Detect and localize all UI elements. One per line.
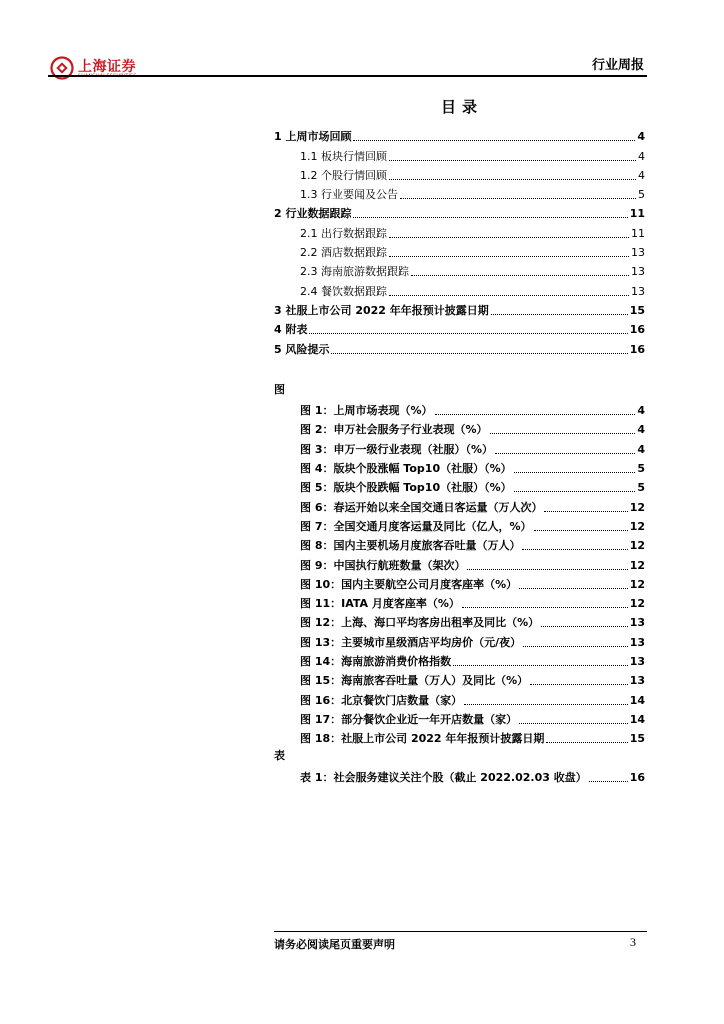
dot-leader xyxy=(490,433,636,434)
toc-entry-page: 16 xyxy=(629,342,645,356)
figure-entry-page: 4 xyxy=(637,404,645,418)
figure-entry[interactable] xyxy=(274,553,645,572)
toc-entry-page: 13 xyxy=(631,246,645,260)
figure-entry-title: 图 11：IATA 月度客座率（%） xyxy=(300,597,460,611)
dot-leader xyxy=(453,665,628,666)
dot-leader xyxy=(464,704,628,705)
disclaimer-note: 请务必阅读尾页重要声明 xyxy=(274,938,395,951)
dot-leader xyxy=(534,530,628,531)
figure-entry-page: 13 xyxy=(629,616,645,630)
figure-entry-title: 图 12：上海、海口平均客房出租率及同比（%） xyxy=(300,616,540,630)
toc-entry[interactable] xyxy=(274,125,645,144)
figure-entry-page: 14 xyxy=(629,712,645,726)
toc-entry-title: 1.1 板块行情回顾 xyxy=(300,149,387,163)
company-logo xyxy=(50,54,160,82)
table-entry-page: 16 xyxy=(629,770,645,784)
figure-entry[interactable] xyxy=(274,418,645,437)
table-entry[interactable] xyxy=(274,766,645,785)
dot-leader xyxy=(544,511,627,512)
figure-entry[interactable] xyxy=(274,399,645,418)
figure-entry[interactable] xyxy=(274,592,645,611)
toc-entry-page: 4 xyxy=(637,130,645,144)
figure-entry-title: 图 2：申万社会服务子行业表现（%） xyxy=(300,423,488,437)
toc-entry-page: 13 xyxy=(631,284,645,298)
figure-entry-title: 图 7：全国交通月度客运量及同比（亿人，%） xyxy=(300,519,532,533)
figure-entry-page: 13 xyxy=(629,655,645,669)
figure-entry-title: 图 1：上周市场表现（%） xyxy=(300,404,433,418)
dot-leader xyxy=(514,472,636,473)
toc-entry-title: 4 附表 xyxy=(274,323,308,337)
toc-entry-page: 15 xyxy=(629,303,645,317)
table-entry-title: 表 1：社会服务建议关注个股（截止 2022.02.03 收盘） xyxy=(300,770,587,784)
toc-entry[interactable] xyxy=(274,221,645,240)
dot-leader xyxy=(353,217,627,218)
dot-leader xyxy=(389,295,629,296)
figure-entry-page: 12 xyxy=(629,558,645,572)
dot-leader xyxy=(589,781,628,782)
figure-entry-title: 图 15：海南旅客吞吐量（万人）及同比（%） xyxy=(300,674,529,688)
toc-entry-title: 2.3 海南旅游数据跟踪 xyxy=(300,265,409,279)
toc-entry-page: 11 xyxy=(629,207,645,221)
toc-entry[interactable] xyxy=(274,164,645,183)
toc-entry-title: 2.4 餐饮数据跟踪 xyxy=(300,284,387,298)
dot-leader xyxy=(411,275,629,276)
figure-entry-title: 图 18：社服上市公司 2022 年年报预计披露日期 xyxy=(300,732,545,746)
toc-entry-title: 1.2 个股行情回顾 xyxy=(300,168,387,182)
figure-entry-page: 5 xyxy=(637,462,645,476)
dot-leader xyxy=(331,353,627,354)
dot-leader xyxy=(519,588,628,589)
toc-entry[interactable] xyxy=(274,144,645,163)
figure-entry-title: 图 10：国内主要航空公司月度客座率（%） xyxy=(300,577,518,591)
figure-entry[interactable] xyxy=(274,515,645,534)
dot-leader xyxy=(309,333,627,334)
figure-entry-title: 图 13：主要城市星级酒店平均房价（元/夜） xyxy=(300,635,522,649)
dot-leader xyxy=(519,723,628,724)
toc-title: 目录 xyxy=(440,98,483,116)
figure-entry[interactable] xyxy=(274,669,645,688)
figure-entry-page: 12 xyxy=(629,519,645,533)
figure-entry-title: 图 14：海南旅游消费价格指数 xyxy=(300,655,452,669)
figure-entry[interactable] xyxy=(274,476,645,495)
toc-entry[interactable] xyxy=(274,202,645,221)
dot-leader xyxy=(541,626,628,627)
figure-entry-page: 12 xyxy=(629,597,645,611)
figure-entry-page: 4 xyxy=(637,442,645,456)
dot-leader xyxy=(523,646,628,647)
figure-entry-page: 14 xyxy=(629,693,645,707)
toc-entry-title: 5 风险提示 xyxy=(274,342,330,356)
toc-entry-title: 3 社服上市公司 2022 年年报预计披露日期 xyxy=(274,303,489,317)
figure-entry-title: 图 4：版块个股涨幅 Top10（社服）（%） xyxy=(300,462,512,476)
toc-entry-page: 11 xyxy=(631,226,645,240)
toc-entry-page: 13 xyxy=(631,265,645,279)
toc-entry-title: 2.2 酒店数据跟踪 xyxy=(300,246,387,260)
figure-entry-title: 图 8：国内主要机场月度旅客吞吐量（万人） xyxy=(300,539,521,553)
figure-entry[interactable] xyxy=(274,534,645,553)
figure-entry[interactable] xyxy=(274,495,645,514)
dot-leader xyxy=(389,256,629,257)
dot-leader xyxy=(353,140,635,141)
toc-entry-title: 1 上周市场回顾 xyxy=(274,130,352,144)
figure-entry-title: 图 5：版块个股跌幅 Top10（社服）（%） xyxy=(300,481,512,495)
figure-entry-page: 12 xyxy=(629,500,645,514)
header-divider xyxy=(48,75,647,77)
toc-entry-page: 16 xyxy=(629,323,645,337)
figure-entry-title: 图 6：春运开始以来全国交通日客运量（万人次） xyxy=(300,500,543,514)
dot-leader xyxy=(435,414,636,415)
toc-entry-page: 4 xyxy=(638,149,645,163)
toc-entry-page: 5 xyxy=(638,188,645,202)
table-of-contents xyxy=(274,125,645,785)
figure-entry-page: 13 xyxy=(629,674,645,688)
toc-sections xyxy=(274,125,645,357)
tables-label: 表 xyxy=(274,749,285,763)
figure-entry-title: 图 9：中国执行航班数量（架次） xyxy=(300,558,466,572)
figure-entry[interactable] xyxy=(274,727,645,746)
figures-label: 图 xyxy=(274,382,285,396)
toc-entry-title: 2.1 出行数据跟踪 xyxy=(300,226,387,240)
dot-leader xyxy=(467,569,627,570)
logo-text-cn: 上海证券 xyxy=(78,59,136,75)
figure-entry[interactable] xyxy=(274,630,645,649)
figure-entry[interactable] xyxy=(274,611,645,630)
toc-entry[interactable] xyxy=(274,241,645,260)
toc-figures xyxy=(274,399,645,746)
dot-leader xyxy=(546,742,627,743)
toc-entry-title: 1.3 行业要闻及公告 xyxy=(300,188,398,202)
toc-tables xyxy=(274,766,645,785)
toc-entry[interactable] xyxy=(274,260,645,279)
figure-entry-page: 4 xyxy=(637,423,645,437)
toc-entry[interactable] xyxy=(274,183,645,202)
figure-entry-page: 13 xyxy=(629,635,645,649)
figure-entry[interactable] xyxy=(274,457,645,476)
figure-entry-title: 图 3：申万一级行业表现（社服）（%） xyxy=(300,442,494,456)
dot-leader xyxy=(514,491,636,492)
figure-entry-page: 12 xyxy=(629,577,645,591)
toc-entry-title: 2 行业数据跟踪 xyxy=(274,207,352,221)
figure-entry[interactable] xyxy=(274,650,645,669)
dot-leader xyxy=(522,549,627,550)
toc-entry[interactable] xyxy=(274,299,645,318)
figure-entry-page: 15 xyxy=(629,732,645,746)
dot-leader xyxy=(389,179,636,180)
figure-entry-title: 图 16：北京餐饮门店数量（家） xyxy=(300,693,463,707)
dot-leader xyxy=(462,607,628,608)
toc-entry[interactable] xyxy=(274,279,645,298)
report-type-label: 行业周报 xyxy=(591,58,644,73)
dot-leader xyxy=(530,684,628,685)
footer-divider xyxy=(274,931,647,932)
figure-entry[interactable] xyxy=(274,688,645,707)
dot-leader xyxy=(495,453,635,454)
page-number: 3 xyxy=(630,935,636,949)
figure-entry[interactable] xyxy=(274,573,645,592)
section-gap xyxy=(274,357,645,380)
toc-entry[interactable] xyxy=(274,337,645,356)
figure-entry[interactable] xyxy=(274,437,645,456)
figure-entry[interactable] xyxy=(274,708,645,727)
figure-entry-title: 图 17：部分餐饮企业近一年开店数量（家） xyxy=(300,712,518,726)
dot-leader xyxy=(491,314,628,315)
toc-entry-page: 4 xyxy=(638,168,645,182)
dot-leader xyxy=(389,160,636,161)
figure-entry-page: 5 xyxy=(637,481,645,495)
figure-entry-page: 12 xyxy=(629,539,645,553)
toc-entry[interactable] xyxy=(274,318,645,337)
dot-leader xyxy=(400,198,636,199)
dot-leader xyxy=(389,237,629,238)
